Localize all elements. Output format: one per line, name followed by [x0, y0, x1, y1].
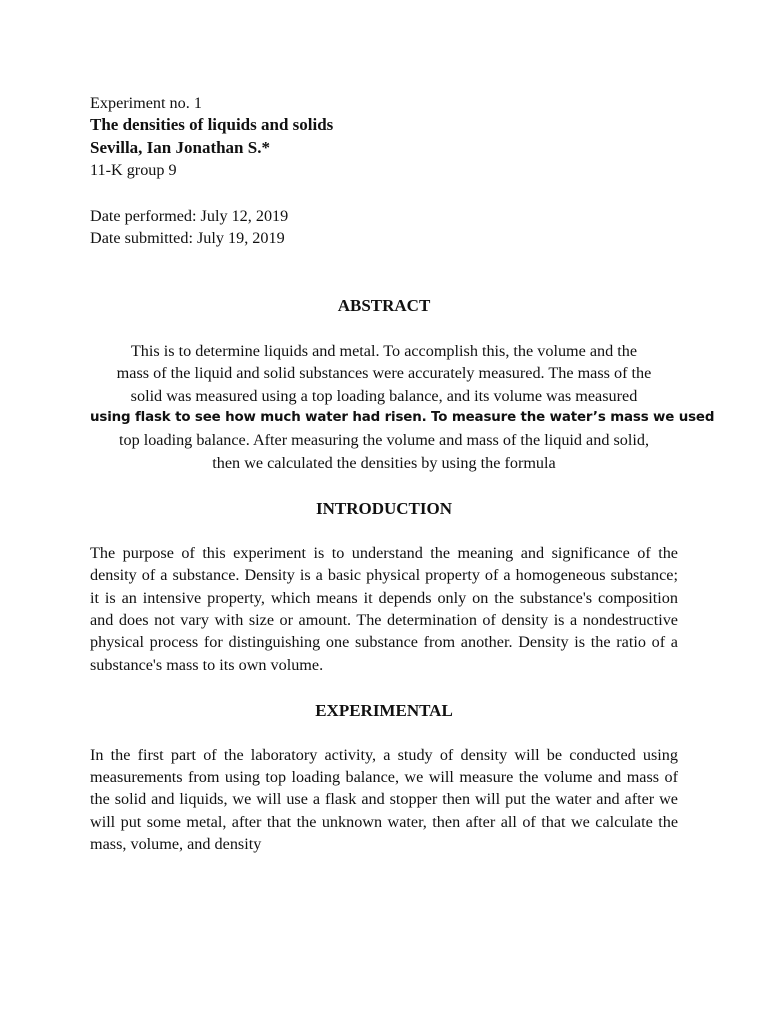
abstract-line: using flask to see how much water had risen. To measure the water’s mass we used — [90, 410, 715, 426]
document-title: The densities of liquids and solids — [90, 115, 334, 135]
abstract-line: solid was measured using a top loading balance, and its volume was measured — [130, 386, 638, 405]
author-name: Sevilla, Ian Jonathan S.* — [90, 137, 270, 157]
abstract-heading: ABSTRACT — [337, 296, 431, 316]
header-spacer — [90, 182, 678, 205]
experiment-number: Experiment no. 1 — [90, 94, 202, 112]
abstract-line: top loading balance. After measuring the volume and mass of the liquid and solid, — [118, 431, 650, 450]
abstract-line: mass of the liquid and solid substances were accurately measured. The mass of the — [116, 364, 652, 383]
introduction-heading: INTRODUCTION — [315, 499, 453, 519]
date-performed: Date performed: July 12, 2019 — [90, 206, 289, 225]
abstract-line: then we calculated the densities by using the formula — [212, 453, 556, 472]
abstract-body — [90, 340, 715, 474]
document-page — [90, 92, 715, 856]
group-label: 11-K group 9 — [90, 161, 177, 180]
introduction-paragraph: The purpose of this experiment is to understand the meaning and significance of the density of a substance. Density is a basic physical property of a homogeneous substance; it is an intensive property, which means it depends only on the substance's composition and does not vary with size or amount. The determination of density is a nondestructive physical process for distinguishing one substance from another. Density is the ratio of a substance's mass to its own volume. — [90, 543, 678, 674]
experimental-heading: EXPERIMENTAL — [315, 701, 453, 721]
date-submitted: Date submitted: July 19, 2019 — [90, 229, 285, 248]
abstract-line: This is to determine liquids and metal. To accomplish this, the volume and the — [130, 341, 638, 360]
document-header — [90, 92, 678, 249]
experimental-paragraph: In the first part of the laboratory activity, a study of density will be conducted using measurements from using top loading balance, we will measure the volume and mass of the solid and liquids, we will use a flask and stopper then will put the water and after we will put some metal, after that the unknown water, then after all of that we calculate the mass, volume, and density — [90, 745, 678, 854]
